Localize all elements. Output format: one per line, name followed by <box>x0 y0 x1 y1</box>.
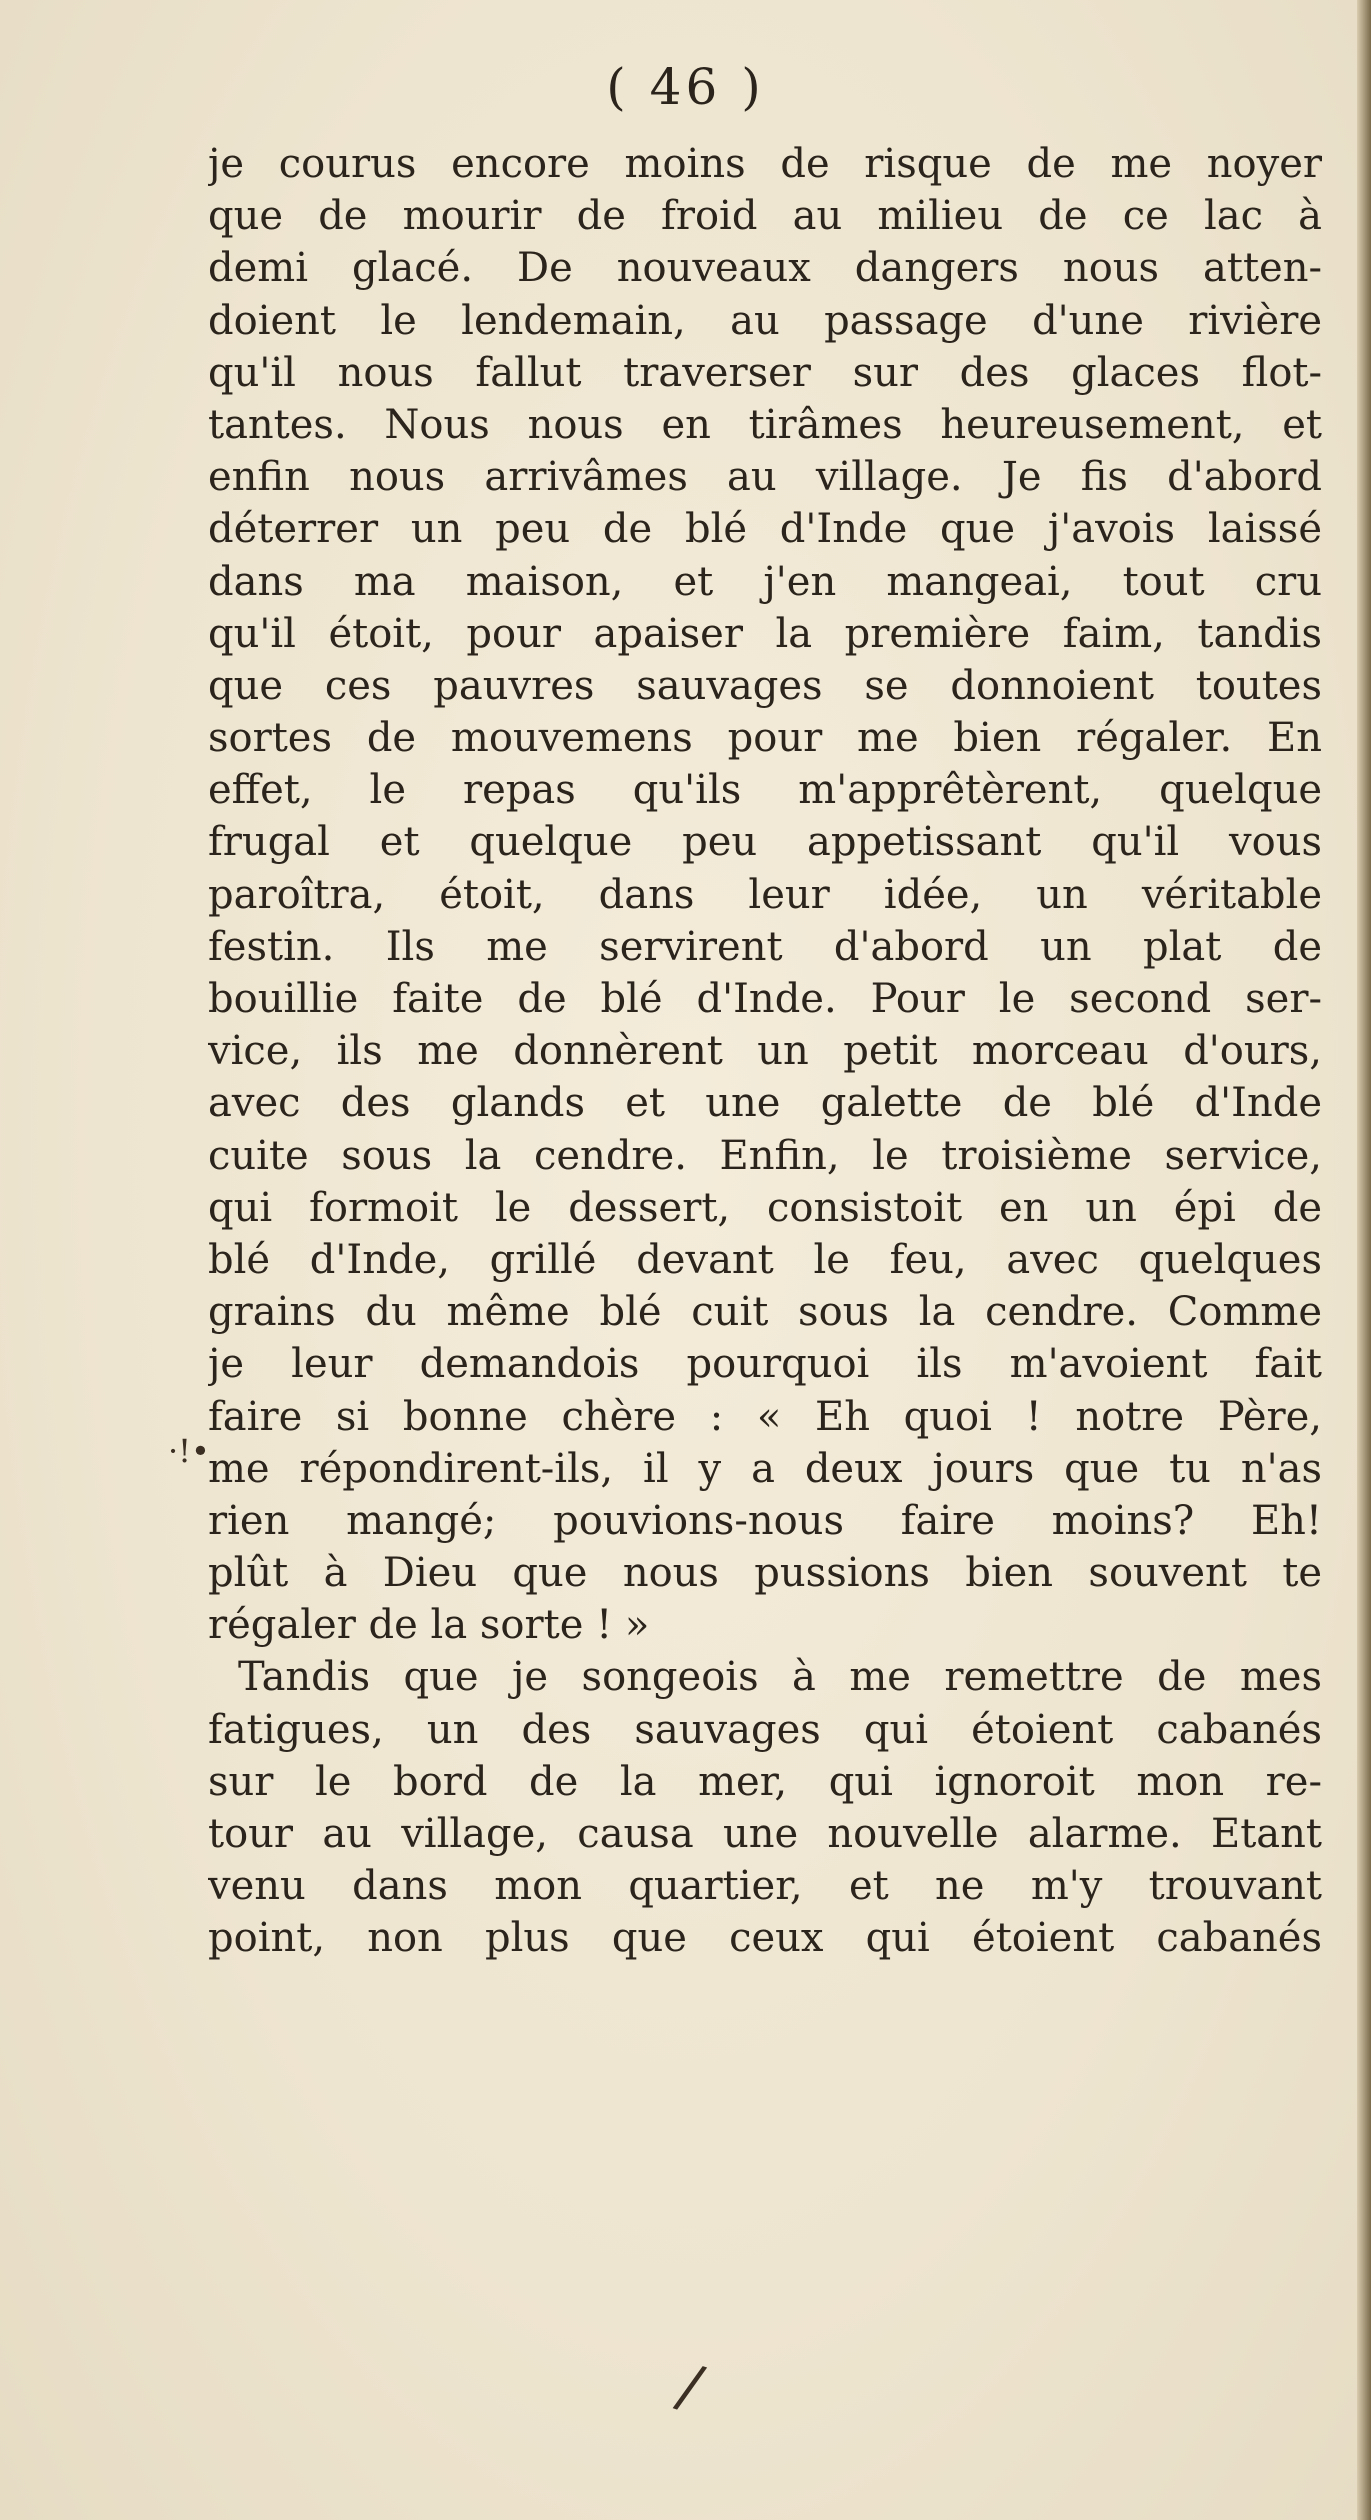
text-line: avec des glands et une galette de blé d'Inde <box>208 1080 1322 1127</box>
text-line: me répondirent-ils, il y a deux jours que tu n'as <box>208 1445 1322 1492</box>
text-line: frugal et quelque peu appetissant qu'il vous <box>208 819 1322 866</box>
text-line: tour au village, causa une nouvelle alarme. Etant <box>208 1811 1322 1857</box>
text-line: plût à Dieu que nous pussions bien souvent te <box>208 1550 1322 1597</box>
text-line: je courus encore moins de risque de me noyer <box>208 141 1322 187</box>
text-line: qui formoit le dessert, consistoit en un épi de <box>208 1184 1322 1231</box>
page-number: ( 46 ) <box>606 58 765 116</box>
text-line: qu'il nous fallut traverser sur des glaces flot- <box>208 349 1322 396</box>
text-line: blé d'Inde, grillé devant le feu, avec quelques <box>208 1236 1322 1283</box>
text-line: tantes. Nous nous en tirâmes heureusement, et <box>208 401 1322 448</box>
text-line: enfin nous arrivâmes au village. Je fis d'abord <box>208 454 1322 501</box>
text-line: rien mangé; pouvions-nous faire moins? Eh! <box>208 1497 1322 1544</box>
text-line: je leur demandois pourquoi ils m'avoient fait <box>208 1341 1322 1388</box>
paragraph-start-line: Tandis que je songeois à me remettre de mes <box>238 1654 1322 1701</box>
text-line: vice, ils me donnèrent un petit morceau d'ours, <box>208 1028 1322 1075</box>
text-line: qu'il étoit, pour apaiser la première faim, tandis <box>208 610 1322 657</box>
text-line: déterrer un peu de blé d'Inde que j'avois laissé <box>208 506 1322 553</box>
text-line: demi glacé. De nouveaux dangers nous atten- <box>208 245 1322 292</box>
text-line: point, non plus que ceux qui étoient cabanés <box>208 1915 1322 1962</box>
text-line: paroîtra, étoit, dans leur idée, un véritable <box>208 871 1322 918</box>
text-line: effet, le repas qu'ils m'apprêtèrent, quelque <box>208 767 1322 814</box>
text-line: dans ma maison, et j'en mangeai, tout cru <box>208 558 1322 605</box>
text-line: faire si bonne chère : « Eh quoi ! notre Père, <box>208 1393 1322 1440</box>
text-line: sur le bord de la mer, qui ignoroit mon re- <box>208 1758 1322 1805</box>
text-line: doient le lendemain, au passage d'une rivière <box>208 297 1322 344</box>
stray-pen-mark: / <box>669 2350 711 2424</box>
text-line: festin. Ils me servirent d'abord un plat de <box>208 923 1322 970</box>
text-line: sortes de mouvemens pour me bien régaler. En <box>208 715 1322 762</box>
text-line: que de mourir de froid au milieu de ce lac à <box>208 193 1322 240</box>
marginal-mark: ·!• <box>168 1432 210 1470</box>
paragraph-end-line: régaler de la sorte ! » <box>208 1602 650 1649</box>
text-line: cuite sous la cendre. Enfin, le troisième service, <box>208 1132 1322 1179</box>
text-line: fatigues, un des sauvages qui étoient cabanés <box>208 1706 1322 1753</box>
text-line: venu dans mon quartier, et ne m'y trouvant <box>208 1863 1322 1910</box>
text-line: bouillie faite de blé d'Inde. Pour le second ser- <box>208 976 1322 1022</box>
page-edge-shadow <box>1357 0 1371 2520</box>
text-line: grains du même blé cuit sous la cendre. Comme <box>208 1289 1322 1336</box>
body-text <box>208 138 1322 1965</box>
text-line: que ces pauvres sauvages se donnoient toutes <box>208 662 1322 709</box>
